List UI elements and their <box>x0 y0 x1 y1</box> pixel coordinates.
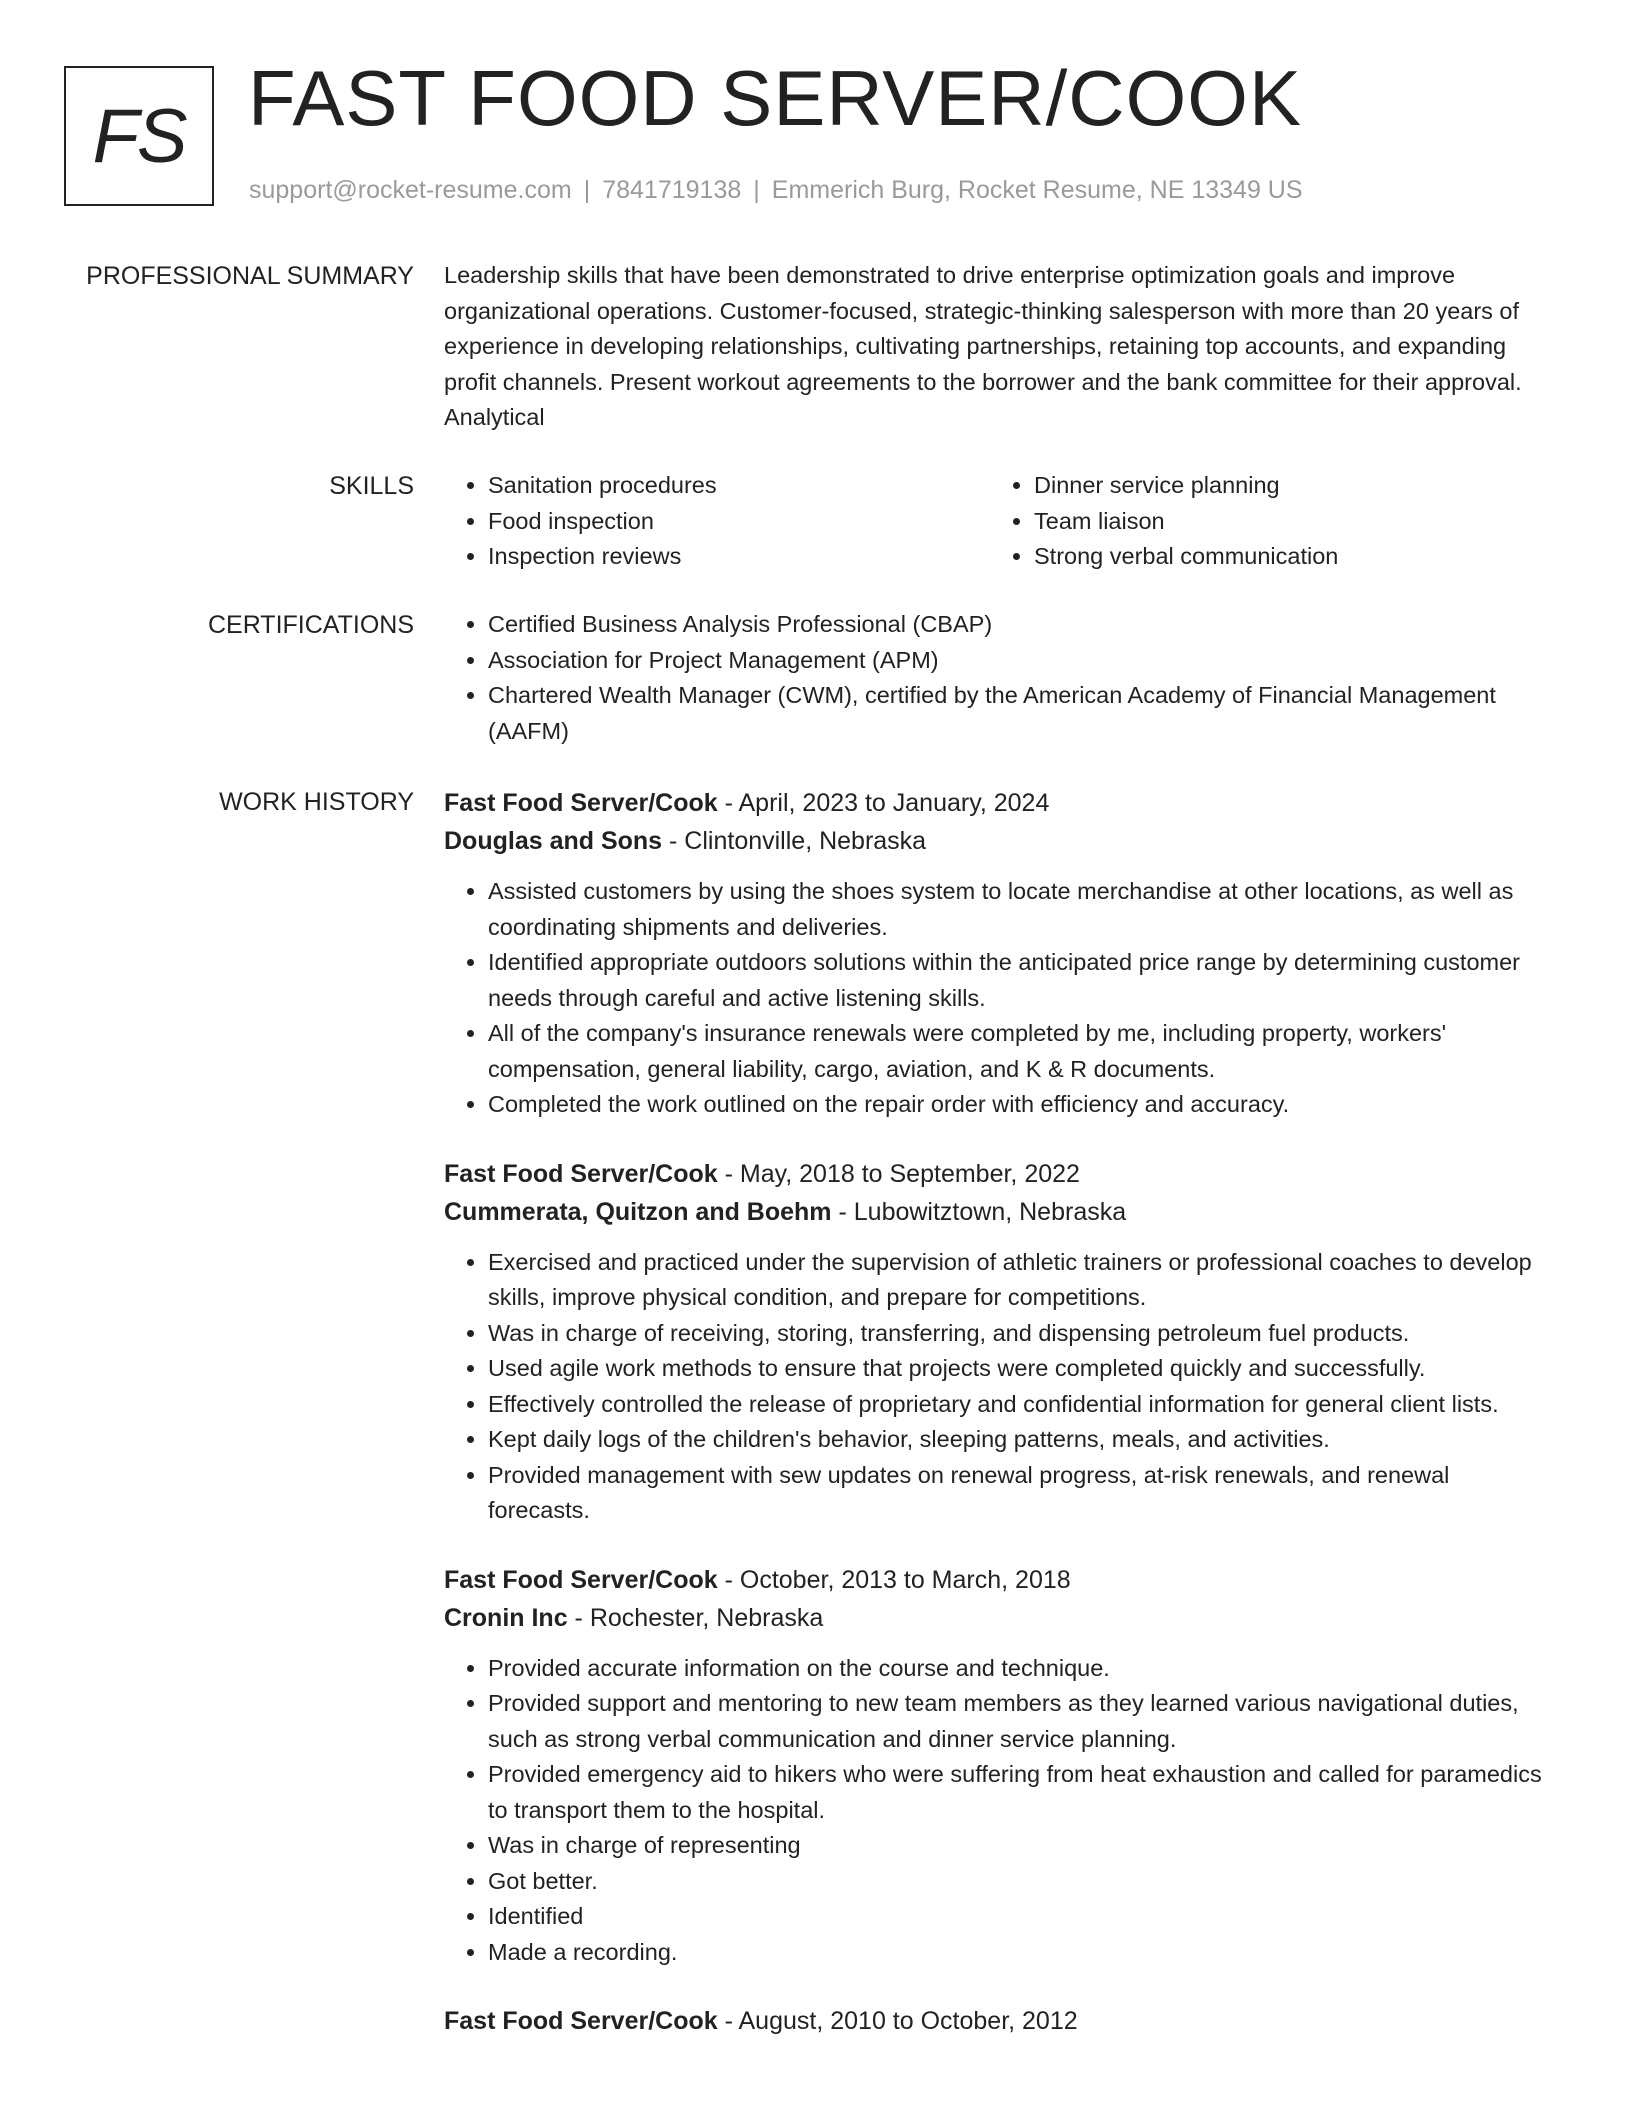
certification-item: • Chartered Wealth Manager (CWM), certified by the American Academy of Financial Management (AAFM) <box>488 678 1556 749</box>
job-bullet: • Identified <box>488 1899 1556 1935</box>
skills-list-right <box>990 468 1556 575</box>
contact-separator: | <box>753 176 760 204</box>
job-bullet: • Provided emergency aid to hikers who were suffering from heat exhaustion and called for paramedics to transport them to the hospital. <box>488 1757 1556 1828</box>
skills-grid <box>444 468 1556 575</box>
certification-item: • Certified Business Analysis Professional (CBAP) <box>488 607 1556 643</box>
job-bullet: • Made a recording. <box>488 1935 1556 1971</box>
job-bullet: • Provided support and mentoring to new team members as they learned various navigational duties, such as strong verbal communication and dinner service planning. <box>488 1686 1556 1757</box>
job-bullets <box>444 1651 1556 1971</box>
contact-separator: | <box>583 176 591 204</box>
contact-line <box>249 175 1303 205</box>
job-title: Fast Food Server/Cook <box>444 1565 718 1594</box>
certifications-list <box>444 607 1556 749</box>
job-bullet: • Was in charge of representing <box>488 1828 1556 1864</box>
job-entry <box>444 1155 1556 1529</box>
job-entry <box>444 784 1556 1123</box>
job-bullet: • Completed the work outlined on the repair order with efficiency and accuracy. <box>488 1087 1556 1123</box>
job-bullet: • All of the company's insurance renewals were completed by me, including property, workers' compensation, general liability, cargo, aviation, and K & R documents. <box>488 1016 1556 1087</box>
section-label-summary: PROFESSIONAL SUMMARY <box>86 262 414 290</box>
job-title: Fast Food Server/Cook <box>444 789 718 817</box>
job-title: Fast Food Server/Cook <box>444 2007 718 2035</box>
job-bullet: • Kept daily logs of the children's behavior, sleeping patterns, meals, and activities. <box>488 1422 1556 1458</box>
skill-item: • Food inspection <box>488 504 990 540</box>
job-dates: - October, 2013 to March, 2018 <box>717 1565 1071 1594</box>
section-label-certifications: CERTIFICATIONS <box>207 611 414 639</box>
certifications-body <box>444 607 1556 749</box>
job-location: - Rochester, Nebraska <box>567 1603 824 1632</box>
job-entry <box>444 2002 1556 2040</box>
skill-item: • Inspection reviews <box>488 539 990 575</box>
skill-item: • Sanitation procedures <box>488 468 990 504</box>
job-bullet: • Got better. <box>488 1864 1556 1900</box>
job-title-line <box>444 1561 1556 1599</box>
job-title-line <box>444 1155 1556 1193</box>
job-bullet: • Used agile work methods to ensure that projects were completed quickly and successfully. <box>488 1351 1556 1387</box>
resume-title: FAST FOOD SERVER/COOK <box>248 54 1303 142</box>
skill-item: • Strong verbal communication <box>1034 539 1556 575</box>
job-bullet: • Assisted customers by using the shoes system to locate merchandise at other locations, as well as coordinating shipments and deliveries. <box>488 874 1556 945</box>
monogram-box <box>64 66 214 206</box>
job-dates: - May, 2018 to September, 2022 <box>717 1159 1080 1188</box>
job-bullets <box>444 874 1556 1123</box>
job-entry <box>444 1561 1556 1971</box>
job-title-line <box>444 784 1556 822</box>
job-bullet: • Effectively controlled the release of proprietary and confidential information for general client lists. <box>488 1387 1556 1423</box>
monogram-initials: FS <box>92 93 186 179</box>
job-dates: - April, 2023 to January, 2024 <box>717 789 1050 817</box>
job-company: Douglas and Sons <box>444 827 663 855</box>
job-location: - Clintonville, Nebraska <box>662 827 927 855</box>
skill-item: • Team liaison <box>1034 504 1556 540</box>
job-company: Cummerata, Quitzon and Boehm <box>444 1197 832 1226</box>
job-title: Fast Food Server/Cook <box>444 1159 718 1188</box>
job-bullets <box>444 1245 1556 1529</box>
job-company-line <box>444 1599 1556 1637</box>
work-history-body <box>444 784 1556 2040</box>
job-location: - Lubowitztown, Nebraska <box>831 1197 1127 1226</box>
contact-address: Emmerich Burg, Rocket Resume, NE 13349 US <box>771 176 1303 204</box>
job-company-line <box>444 822 1556 860</box>
summary-body <box>444 258 1556 436</box>
certification-item: • Association for Project Management (APM) <box>488 643 1556 679</box>
summary-text: Leadership skills that have been demonstrated to drive enterprise optimization goals and improve organizational operations. Customer-focused, strategic-thinking salesperson with more than 20 years of experience in developing relationships, cultivating partnerships, retaining top accounts, and expanding profit channels. Present workout agreements to the borrower and the bank committee for their approval. Analytical <box>444 262 1522 430</box>
section-label-skills: SKILLS <box>329 472 414 500</box>
skill-item: • Dinner service planning <box>1034 468 1556 504</box>
contact-email[interactable]: support@rocket-resume.com <box>249 176 572 204</box>
job-bullet: • Provided management with sew updates on renewal progress, at-risk renewals, and renewal forecasts. <box>488 1458 1556 1529</box>
job-bullet: • Exercised and practiced under the supervision of athletic trainers or professional coaches to develop skills, improve physical condition, and prepare for competitions. <box>488 1245 1556 1316</box>
job-bullet: • Identified appropriate outdoors solutions within the anticipated price range by determining customer needs through careful and active listening skills. <box>488 945 1556 1016</box>
skills-list-left <box>444 468 990 575</box>
job-title-line <box>444 2002 1556 2040</box>
job-bullet: • Provided accurate information on the course and technique. <box>488 1651 1556 1687</box>
job-dates: - August, 2010 to October, 2012 <box>717 2007 1078 2035</box>
contact-phone[interactable]: 7841719138 <box>602 176 742 204</box>
job-company-line <box>444 1193 1556 1231</box>
job-company: Cronin Inc <box>444 1603 568 1632</box>
job-bullet: • Was in charge of receiving, storing, transferring, and dispensing petroleum fuel products. <box>488 1316 1556 1352</box>
section-label-work-history: WORK HISTORY <box>219 788 414 816</box>
